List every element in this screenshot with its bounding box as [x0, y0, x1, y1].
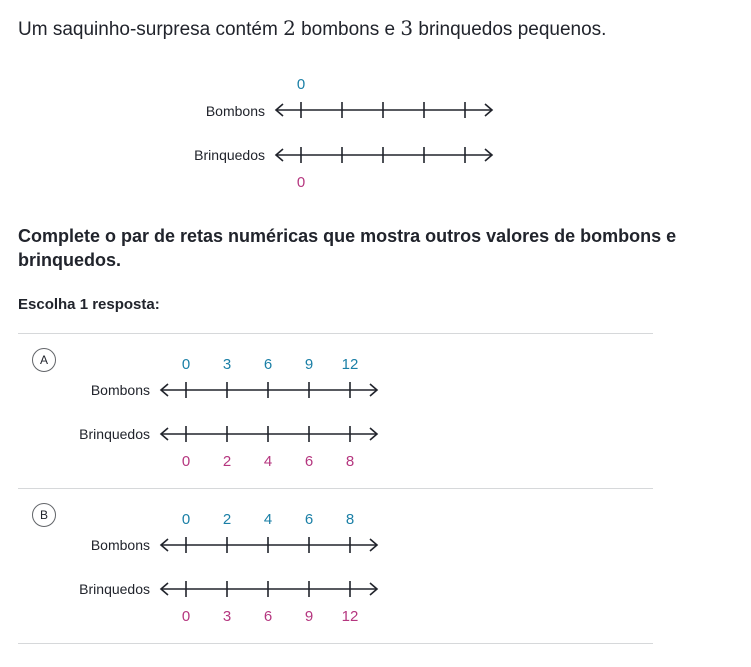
tick-label: 2: [222, 511, 232, 528]
tick-label: 9: [304, 356, 314, 373]
bottom-number-line: [161, 426, 377, 470]
tick-label: 6: [304, 453, 314, 470]
tick-label: 9: [304, 608, 314, 625]
statement-text: Um saquinho-surpresa contém: [18, 19, 284, 40]
choose-answer-label: Escolha 1 resposta:: [18, 296, 160, 313]
bottom-number-line: [161, 581, 377, 625]
tick-label: 6: [263, 356, 273, 373]
tick-label: 0: [296, 76, 306, 93]
choice-letter-a[interactable]: A: [32, 348, 56, 372]
tick-label: 0: [296, 174, 306, 191]
bombons-count: 2: [283, 16, 296, 40]
tick-label: 3: [222, 356, 232, 373]
top-line-label: Bombons: [90, 382, 150, 398]
tick-label: 0: [181, 453, 191, 470]
tick-label: 3: [222, 608, 232, 625]
choice-letter-b[interactable]: B: [32, 503, 56, 527]
tick-label: 0: [181, 356, 191, 373]
brinquedos-count: 3: [400, 16, 414, 40]
top-line-label: Bombons: [90, 537, 150, 553]
answer-choice-b[interactable]: [18, 493, 658, 643]
instruction-text: Complete o par de retas numéricas que mostra outros valores de bombons e brinquedos.: [18, 226, 677, 270]
example-double-number-line: [180, 70, 510, 195]
answer-choice-a[interactable]: [18, 338, 658, 488]
tick-label: 0: [181, 608, 191, 625]
statement-text: bombons e: [295, 19, 401, 40]
tick-label: 12: [341, 608, 359, 625]
top-number-line: [161, 356, 377, 398]
tick-label: 2: [222, 453, 232, 470]
top-line-label: Bombons: [205, 103, 265, 119]
bottom-line-label: Brinquedos: [79, 581, 150, 597]
tick-label: 8: [345, 453, 355, 470]
bottom-line-label: Brinquedos: [194, 147, 265, 163]
tick-label: 6: [263, 608, 273, 625]
bottom-number-line: [276, 147, 492, 191]
tick-label: 6: [304, 511, 314, 528]
bottom-line-label: Brinquedos: [79, 426, 150, 442]
divider: [18, 643, 653, 644]
statement-text: brinquedos pequenos.: [413, 19, 607, 40]
choice-a-double-number-line: [65, 348, 395, 476]
tick-label: 4: [263, 511, 273, 528]
top-number-line: [276, 76, 492, 118]
tick-label: 8: [345, 511, 355, 528]
problem-statement: [18, 14, 606, 44]
tick-label: 12: [341, 356, 359, 373]
choice-b-double-number-line: [65, 503, 395, 631]
divider: [18, 488, 653, 489]
top-number-line: [161, 511, 377, 553]
divider: [18, 333, 653, 334]
tick-label: 0: [181, 511, 191, 528]
tick-label: 4: [263, 453, 273, 470]
